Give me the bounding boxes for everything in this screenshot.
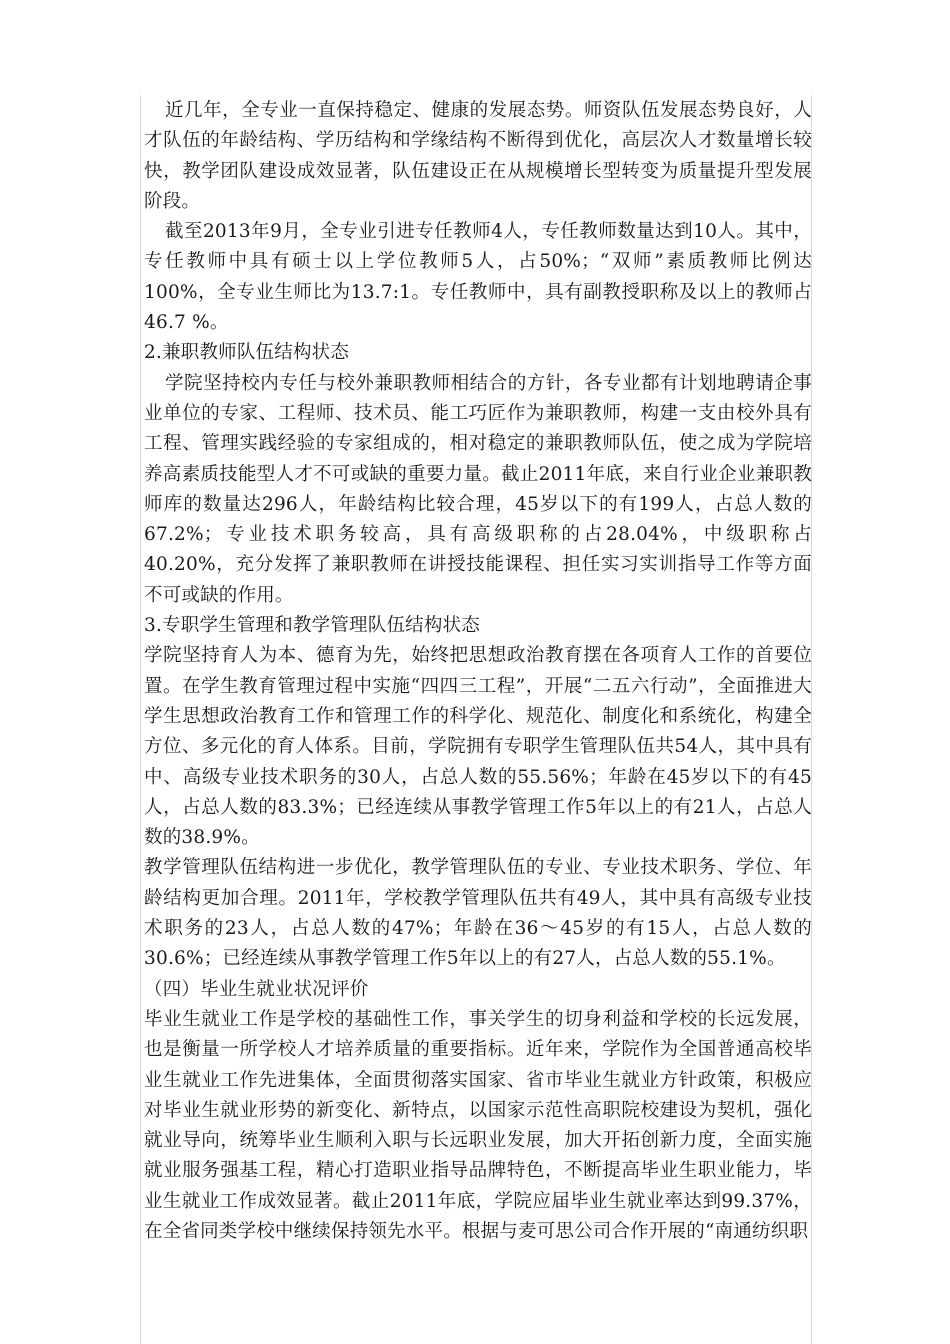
document-body — [144, 96, 812, 1247]
section-heading-part-time-teachers: 2.兼职教师队伍结构状态 — [144, 342, 350, 364]
paragraph-employment: 毕业生就业工作是学校的基础性工作，事关学生的切身利益和学校的长远发展，也是衡量一所学校人才培养质量的重要指标。近年来，学院作为全国普通高校毕业生就业工作先进集体，全面贯彻落实国家、省市毕业生就业方针政策，积极应对毕业生就业形势的新变化、新特点，以国家示范性高职院校建设为契机，强化就业导向，统筹毕业生顺利入职与长远职业发展，加大开拓创新力度，全面实施就业服务强基工程，精心打造职业指导品牌特色，不断提高毕业生职业能力，毕业生就业工作成效显著。截止2011年底，学院应届毕业生就业率达到99.37%，在全省同类学校中继续保持领先水平。根据与麦可思公司合作开展的“南通纺织职 — [144, 1008, 812, 1242]
paragraph-student-management: 学院坚持育人为本、德育为先，始终把思想政治教育摆在各项育人工作的首要位置。在学生教育管理过程中实施“四四三工程”，开展“二五六行动”，全面推进大学生思想政治教育工作和管理工作的科学化、规范化、制度化和系统化，构建全方位、多元化的育人体系。目前，学院拥有专职学生管理队伍共54人，其中具有中、高级专业技术职务的30人，占总人数的55.56%；年龄在45岁以下的有45人，占总人数的83.3%；已经连续从事教学管理工作5年以上的有21人，占总人数的38.9%。 — [144, 645, 812, 849]
section-heading-management-teams: 3.专职学生管理和教学管理队伍结构状态 — [144, 615, 480, 637]
paragraph-full-time-teachers: 截至2013年9月，全专业引进专任教师4人，专任教师数量达到10人。其中，专任教师中具有硕士以上学位教师5人，占50%；“双师”素质教师比例达100%，全专业生师比为13.7:1。专任教师中，具有副教授职称及以上的教师占46.7 %。 — [144, 221, 812, 334]
paragraph-part-time-teachers: 学院坚持校内专任与校外兼职教师相结合的方针，各专业都有计划地聘请企事业单位的专家、工程师、技术员、能工巧匠作为兼职教师，构建一支由校外具有工程、管理实践经验的专家组成的，相对稳定的兼职教师队伍，使之成为学院培养高素质技能型人才不可或缺的重要力量。截止2011年底，来自行业企业兼职教师库的数量达296人，年龄结构比较合理，45岁以下的有199人，占总人数的67.2%；专业技术职务较高，具有高级职称的占28.04%，中级职称占40.20%，充分发挥了兼职教师在讲授技能课程、担任实习实训指导工作等方面不可或缺的作用。 — [144, 372, 812, 606]
paragraph-development-trend: 近几年，全专业一直保持稳定、健康的发展态势。师资队伍发展态势良好，人才队伍的年龄结构、学历结构和学缘结构不断得到优化，高层次人才数量增长较快，教学团队建设成效显著，队伍建设正在从规模增长型转变为质量提升型发展阶段。 — [144, 100, 812, 212]
section-heading-employment: （四）毕业生就业状况评价 — [144, 978, 369, 1000]
paragraph-teaching-management: 教学管理队伍结构进一步优化，教学管理队伍的专业、专业技术职务、学位、年龄结构更加合理。2011年，学校教学管理队伍共有49人，其中具有高级专业技术职务的23人，占总人数的47%；年龄在36～45岁的有15人，占总人数的30.6%；已经连续从事教学管理工作5年以上的有27人，占总人数的55.1%。 — [144, 857, 812, 970]
